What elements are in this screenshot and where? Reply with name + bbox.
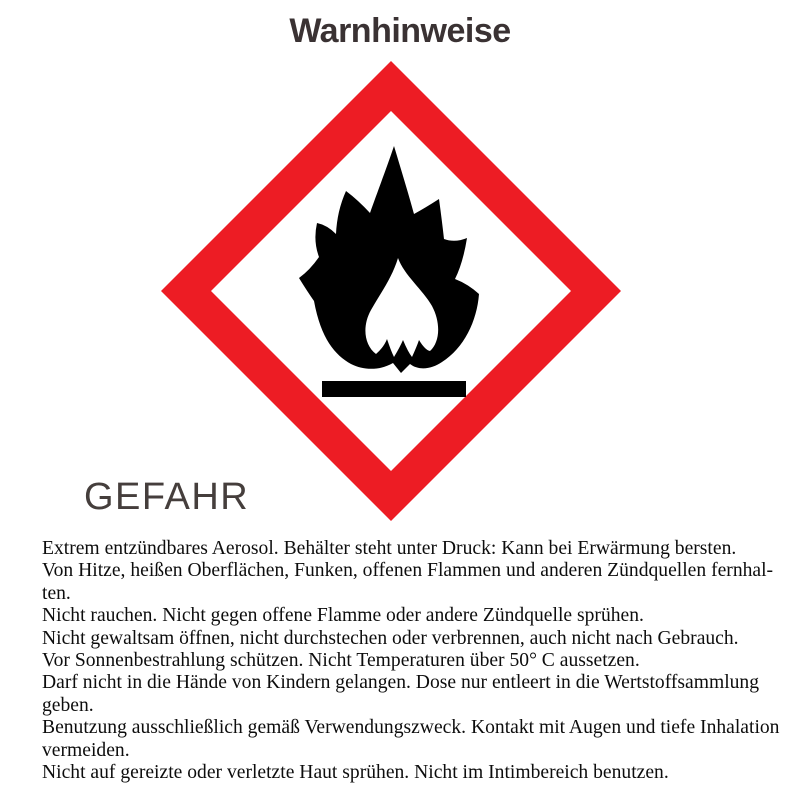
warning-line: ten. — [42, 582, 71, 604]
warning-line: Darf nicht in die Hände von Kindern gelangen. Dose nur entleert in die Wertstoffsammlung — [42, 672, 760, 694]
warning-line: vermeiden. — [42, 739, 130, 761]
flame-base-bar — [322, 381, 466, 397]
warning-text-block — [42, 538, 782, 784]
warning-line: Vor Sonnenbestrahlung schützen. Nicht Temperaturen über 50° C aussetzen. — [42, 650, 640, 672]
warning-line: Extrem entzündbares Aerosol. Behälter steht unter Druck: Kann bei Erwärmung bersten. — [42, 538, 737, 559]
page-title: Warnhinweise — [289, 12, 511, 50]
warning-line: geben. — [42, 694, 94, 716]
warning-line: Benutzung ausschließlich gemäß Verwendungszweck. Kontakt mit Augen und tiefe Inhalation — [42, 717, 780, 739]
signal-word-gefahr: GEFAHR — [84, 476, 250, 518]
warning-line: Von Hitze, heißen Oberflächen, Funken, offenen Flammen und anderen Zündquellen fernhal- — [42, 560, 774, 582]
flame-hazard-pictogram — [151, 51, 631, 531]
warning-line: Nicht auf gereizte oder verletzte Haut sprühen. Nicht im Intimbereich benutzen. — [42, 762, 669, 784]
warning-line: Nicht rauchen. Nicht gegen offene Flamme oder andere Zündquelle sprühen. — [42, 605, 644, 627]
warning-line: Nicht gewaltsam öffnen, nicht durchstechen oder verbrennen, auch nicht nach Gebrauch. — [42, 627, 739, 649]
